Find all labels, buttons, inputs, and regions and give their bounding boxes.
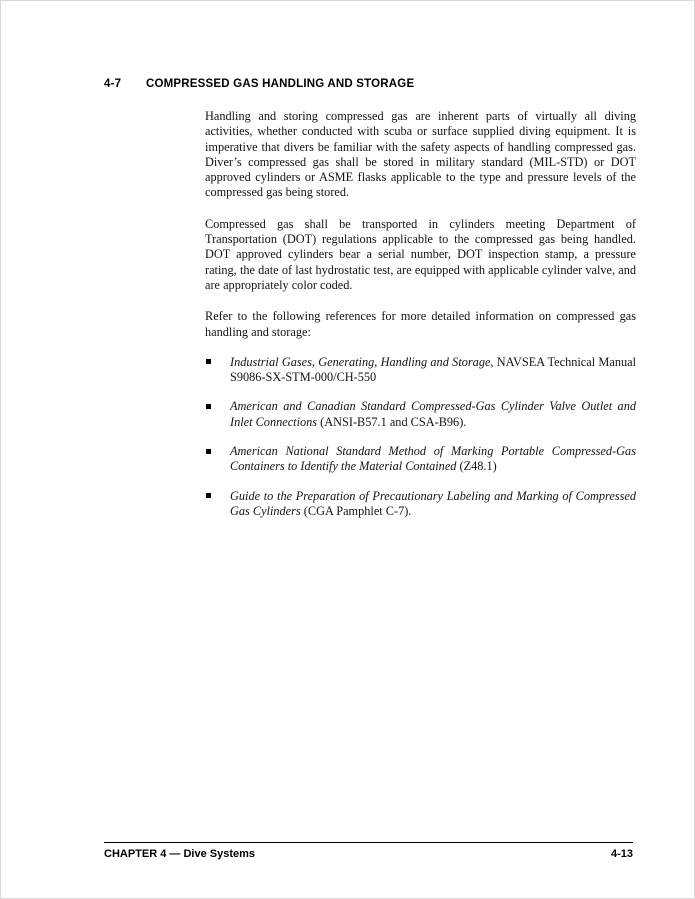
- reference-list: [205, 355, 636, 519]
- list-item: [205, 444, 636, 475]
- reference-title: American and Canadian Standard Compressed-Gas Cylinder Valve Outlet and Inlet Connections: [230, 399, 636, 429]
- reference-detail: (ANSI-B57.1 and CSA-B96).: [317, 414, 467, 429]
- reference-detail: (CGA Pamphlet C-7).: [300, 503, 412, 518]
- section-title: COMPRESSED GAS HANDLING AND STORAGE: [146, 78, 415, 90]
- footer-row: [104, 843, 633, 860]
- paragraph: Compressed gas shall be transported in cylinders meeting Department of Transportation (DOT) regulations applicable to the compressed gas being handled. DOT approved cylinders bear a serial number, DOT inspection stamp, a pressure rating, the date of last hydrostatic test, are equipped with applicable cylinder valve, and are appropriately color coded.: [205, 216, 636, 292]
- reference-title: American National Standard Method of Marking Portable Compressed-Gas Containers to Identify the Material Contained: [230, 444, 636, 474]
- bullet-square-icon: [206, 449, 211, 454]
- list-item: [205, 355, 636, 386]
- footer-page-number: 4-13: [610, 848, 633, 860]
- reference-title: Industrial Gases, Generating, Handling and Storage: [230, 354, 491, 369]
- section-heading: [104, 78, 633, 90]
- bullet-square-icon: [206, 359, 211, 364]
- page-footer: [104, 842, 633, 860]
- list-item: [205, 489, 636, 520]
- reference-detail: (Z48.1): [456, 459, 497, 474]
- paragraph: Handling and storing compressed gas are inherent parts of virtually all diving activities, whether conducted with scuba or surface supplied diving equipment. It is imperative that divers be familiar with the safety aspects of handling compressed gas. Diver’s compressed gas shall be stored in military standard (MIL-STD) or DOT approved cylinders or ASME flasks applicable to the type and pressure levels of the compressed gas being stored.: [205, 109, 636, 200]
- body-content: [205, 109, 636, 533]
- reference-detail: , NAVSEA Technical Manual S9086-SX-STM-000/CH-550: [230, 354, 636, 385]
- section-number: 4-7: [104, 78, 122, 90]
- reference-title: Guide to the Preparation of Precautionary Labeling and Marking of Compressed Gas Cylinders: [230, 488, 636, 518]
- paragraph: Refer to the following references for more detailed information on compressed gas handling and storage:: [205, 309, 636, 339]
- bullet-square-icon: [206, 493, 211, 498]
- footer-chapter-label: CHAPTER 4 — Dive Systems: [104, 848, 255, 860]
- list-item: [205, 399, 636, 430]
- bullet-square-icon: [206, 404, 211, 409]
